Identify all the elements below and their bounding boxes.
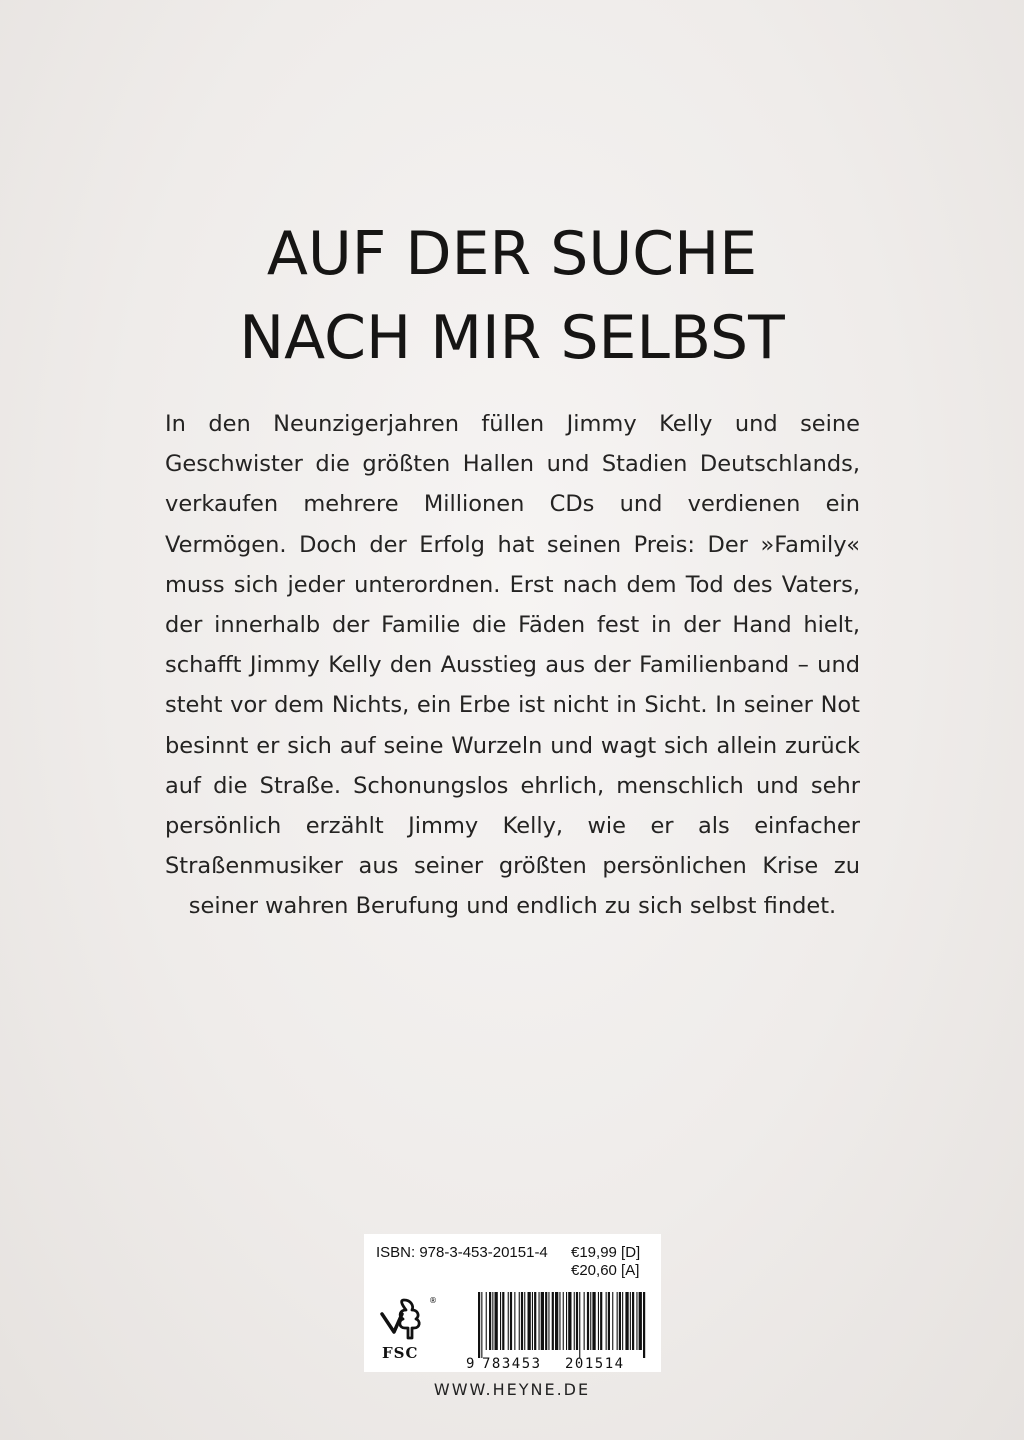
isbn-price-label bbox=[364, 1234, 661, 1372]
barcode-bar bbox=[510, 1292, 512, 1350]
barcode-bar bbox=[524, 1292, 525, 1350]
barcode-bar bbox=[552, 1292, 554, 1350]
barcode-bar bbox=[619, 1292, 621, 1350]
barcode-bar bbox=[502, 1292, 504, 1350]
barcode-bar bbox=[508, 1292, 509, 1350]
barcode-bar bbox=[568, 1292, 571, 1350]
barcode-bar bbox=[481, 1292, 482, 1358]
title-line-1: AUF DER SUCHE bbox=[266, 219, 758, 290]
barcode-bar bbox=[521, 1292, 523, 1350]
barcode-bar bbox=[541, 1292, 544, 1350]
barcode-bar bbox=[600, 1292, 602, 1350]
barcode-digit-group-1: 783453 bbox=[482, 1356, 542, 1370]
book-title bbox=[0, 212, 1024, 380]
barcode-bar bbox=[500, 1292, 501, 1350]
title-line-2: NACH MIR SELBST bbox=[239, 303, 785, 374]
barcode-bar bbox=[587, 1292, 589, 1350]
barcode-bar bbox=[622, 1292, 623, 1350]
barcode-bar bbox=[559, 1292, 560, 1350]
barcode-bar bbox=[514, 1292, 515, 1350]
barcode-bar bbox=[528, 1292, 531, 1350]
barcode-bar bbox=[606, 1292, 607, 1350]
barcode-bar bbox=[532, 1292, 533, 1350]
publisher-website: WWW.HEYNE.DE bbox=[433, 1380, 591, 1399]
barcode-bar bbox=[592, 1292, 595, 1350]
barcode-bar bbox=[584, 1292, 585, 1350]
barcode-bar bbox=[598, 1292, 599, 1350]
barcode-bar bbox=[617, 1292, 618, 1350]
barcode-bar bbox=[632, 1292, 634, 1350]
barcode-bar bbox=[579, 1292, 580, 1358]
barcode-bar bbox=[495, 1292, 498, 1350]
barcode-bar bbox=[478, 1292, 480, 1358]
barcode-bar bbox=[492, 1292, 493, 1350]
barcode-bar bbox=[608, 1292, 610, 1350]
barcode-bar bbox=[534, 1292, 536, 1350]
barcode-digit-group-2: 201514 bbox=[565, 1356, 625, 1370]
barcode-bar bbox=[590, 1292, 591, 1350]
price-austria: €20,60 [A] bbox=[571, 1262, 640, 1279]
barcode-bar bbox=[489, 1292, 491, 1350]
barcode-bar bbox=[630, 1292, 631, 1350]
barcode-bar bbox=[563, 1292, 564, 1350]
barcode-bar bbox=[574, 1292, 575, 1350]
barcode-icon bbox=[464, 1292, 650, 1370]
barcode-bar bbox=[612, 1292, 613, 1350]
barcode-bar bbox=[486, 1292, 487, 1350]
registered-mark: ® bbox=[429, 1296, 437, 1305]
price-germany: €19,99 [D] bbox=[571, 1244, 641, 1261]
barcode-bar bbox=[625, 1292, 628, 1350]
barcode-digit-first: 9 bbox=[466, 1356, 475, 1370]
fsc-label: FSC bbox=[382, 1344, 419, 1362]
blurb-text: In den Neunzigerjahren füllen Jimmy Kelly und seine Geschwister die größten Hallen und Stadien Deutschlands, verkaufen mehrere Millionen CDs und verdienen ein Vermögen. Doch der Erfolg hat seinen Preis: Der »Family« muss sich jeder unterordnen. Erst nach dem Tod des Vaters, der innerhalb der Familie die Fäden fest in der Hand hielt, schafft Jimmy Kelly den Ausstieg aus der Familienband – und steht vor dem Nichts, ein Erbe ist nicht in Sicht. In seiner Not besinnt er sich auf seine Wurzeln und wagt sich allein zurück auf die Straße. Schonungslos ehrlich, menschlich und sehr persönlich erzählt Jimmy Kelly, wie er als einfacher Straßenmusiker aus seiner größten persönlichen Krise zu seiner wahren Berufung und endlich zu sich selbst findet. bbox=[165, 411, 860, 920]
barcode-bar bbox=[576, 1292, 578, 1350]
barcode-bar bbox=[548, 1292, 549, 1350]
barcode-bar bbox=[636, 1292, 637, 1350]
barcode-bar bbox=[566, 1292, 567, 1350]
barcode-bar bbox=[545, 1292, 547, 1350]
barcode-bar bbox=[539, 1292, 540, 1350]
price-block bbox=[571, 1244, 640, 1280]
barcode-bar bbox=[519, 1292, 520, 1350]
barcode-bar bbox=[639, 1292, 642, 1350]
isbn-number: ISBN: 978-3-453-20151-4 bbox=[376, 1244, 548, 1261]
barcode-bar bbox=[555, 1292, 558, 1350]
barcode-bar bbox=[643, 1292, 645, 1358]
